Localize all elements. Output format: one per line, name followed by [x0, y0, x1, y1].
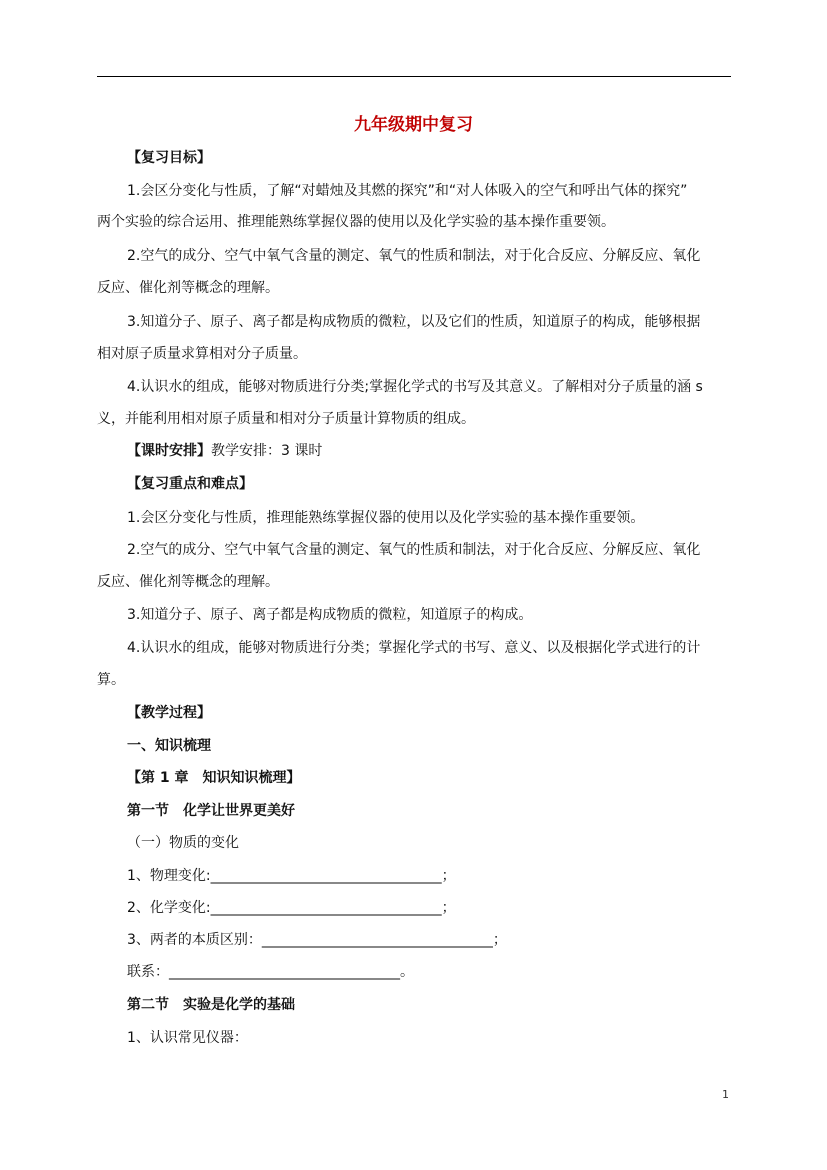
- paragraph-line: 反应、催化剂等概念的理解。: [97, 280, 279, 296]
- fill-blank-line: 3、两者的本质区别：_________________________________；: [127, 932, 507, 948]
- fill-blank-line: 联系：_________________________________。: [127, 964, 414, 980]
- document-title: 九年级期中复习: [354, 115, 473, 135]
- subsection-heading: 第一节 化学让世界更美好: [127, 803, 295, 819]
- chapter-heading: 【第 1 章 知识知识梳理】: [127, 770, 301, 786]
- paragraph-line: 1.会区分变化与性质，推理能熟练掌握仪器的使用以及化学实验的基本操作重要领。: [127, 510, 645, 526]
- paragraph-line: 2.空气的成分、空气中氧气含量的测定、氧气的性质和制法，对于化合反应、分解反应、氧化: [127, 248, 701, 264]
- fill-blank-line: 1、物理变化:_________________________________；: [127, 868, 456, 884]
- header-rule: [97, 76, 731, 77]
- paragraph-line: 3.知道分子、原子、离子都是构成物质的微粒，以及它们的性质，知道原子的构成，能够根据: [127, 314, 701, 330]
- page-number: 1: [722, 1088, 729, 1101]
- section-heading: 【课时安排】: [127, 443, 211, 459]
- paragraph-line: 相对原子质量求算相对分子质量。: [97, 346, 307, 362]
- paragraph-line: 算。: [97, 672, 125, 688]
- paragraph-line: 1、认识常见仪器：: [127, 1030, 248, 1046]
- schedule-line: [127, 441, 767, 461]
- section-heading: 【复习重点和难点】: [127, 476, 253, 492]
- paragraph-line: 2.空气的成分、空气中氧气含量的测定、氧气的性质和制法，对于化合反应、分解反应、氧化: [127, 542, 701, 558]
- paragraph-line: 1.会区分变化与性质，了解“对蜡烛及其燃的探究”和“对人体吸入的空气和呼出气体的探究”: [127, 183, 688, 199]
- paragraph-line: 义，并能利用相对原子质量和相对分子质量计算物质的组成。: [97, 411, 475, 427]
- paragraph-line: 4.认识水的组成，能够对物质进行分类；掌握化学式的书写、意义、以及根据化学式进行的计: [127, 640, 701, 656]
- paragraph-line: 3.知道分子、原子、离子都是构成物质的微粒，知道原子的构成。: [127, 607, 533, 623]
- paragraph-line: （一）物质的变化: [127, 835, 239, 851]
- subsection-heading: 第二节 实验是化学的基础: [127, 997, 295, 1013]
- schedule-text: 教学安排：3 课时: [211, 443, 323, 459]
- fill-blank-line: 2、化学变化:_________________________________；: [127, 900, 456, 916]
- paragraph-line: 两个实验的综合运用、推理能熟练掌握仪器的使用以及化学实验的基本操作重要领。: [97, 214, 615, 230]
- section-heading: 【教学过程】: [127, 705, 211, 721]
- paragraph-line: 反应、催化剂等概念的理解。: [97, 574, 279, 590]
- section-heading: 一、知识梳理: [127, 738, 211, 754]
- paragraph-line: 4.认识水的组成，能够对物质进行分类;掌握化学式的书写及其意义。了解相对分子质量的涵 s: [127, 379, 703, 395]
- section-heading: 【复习目标】: [127, 150, 211, 166]
